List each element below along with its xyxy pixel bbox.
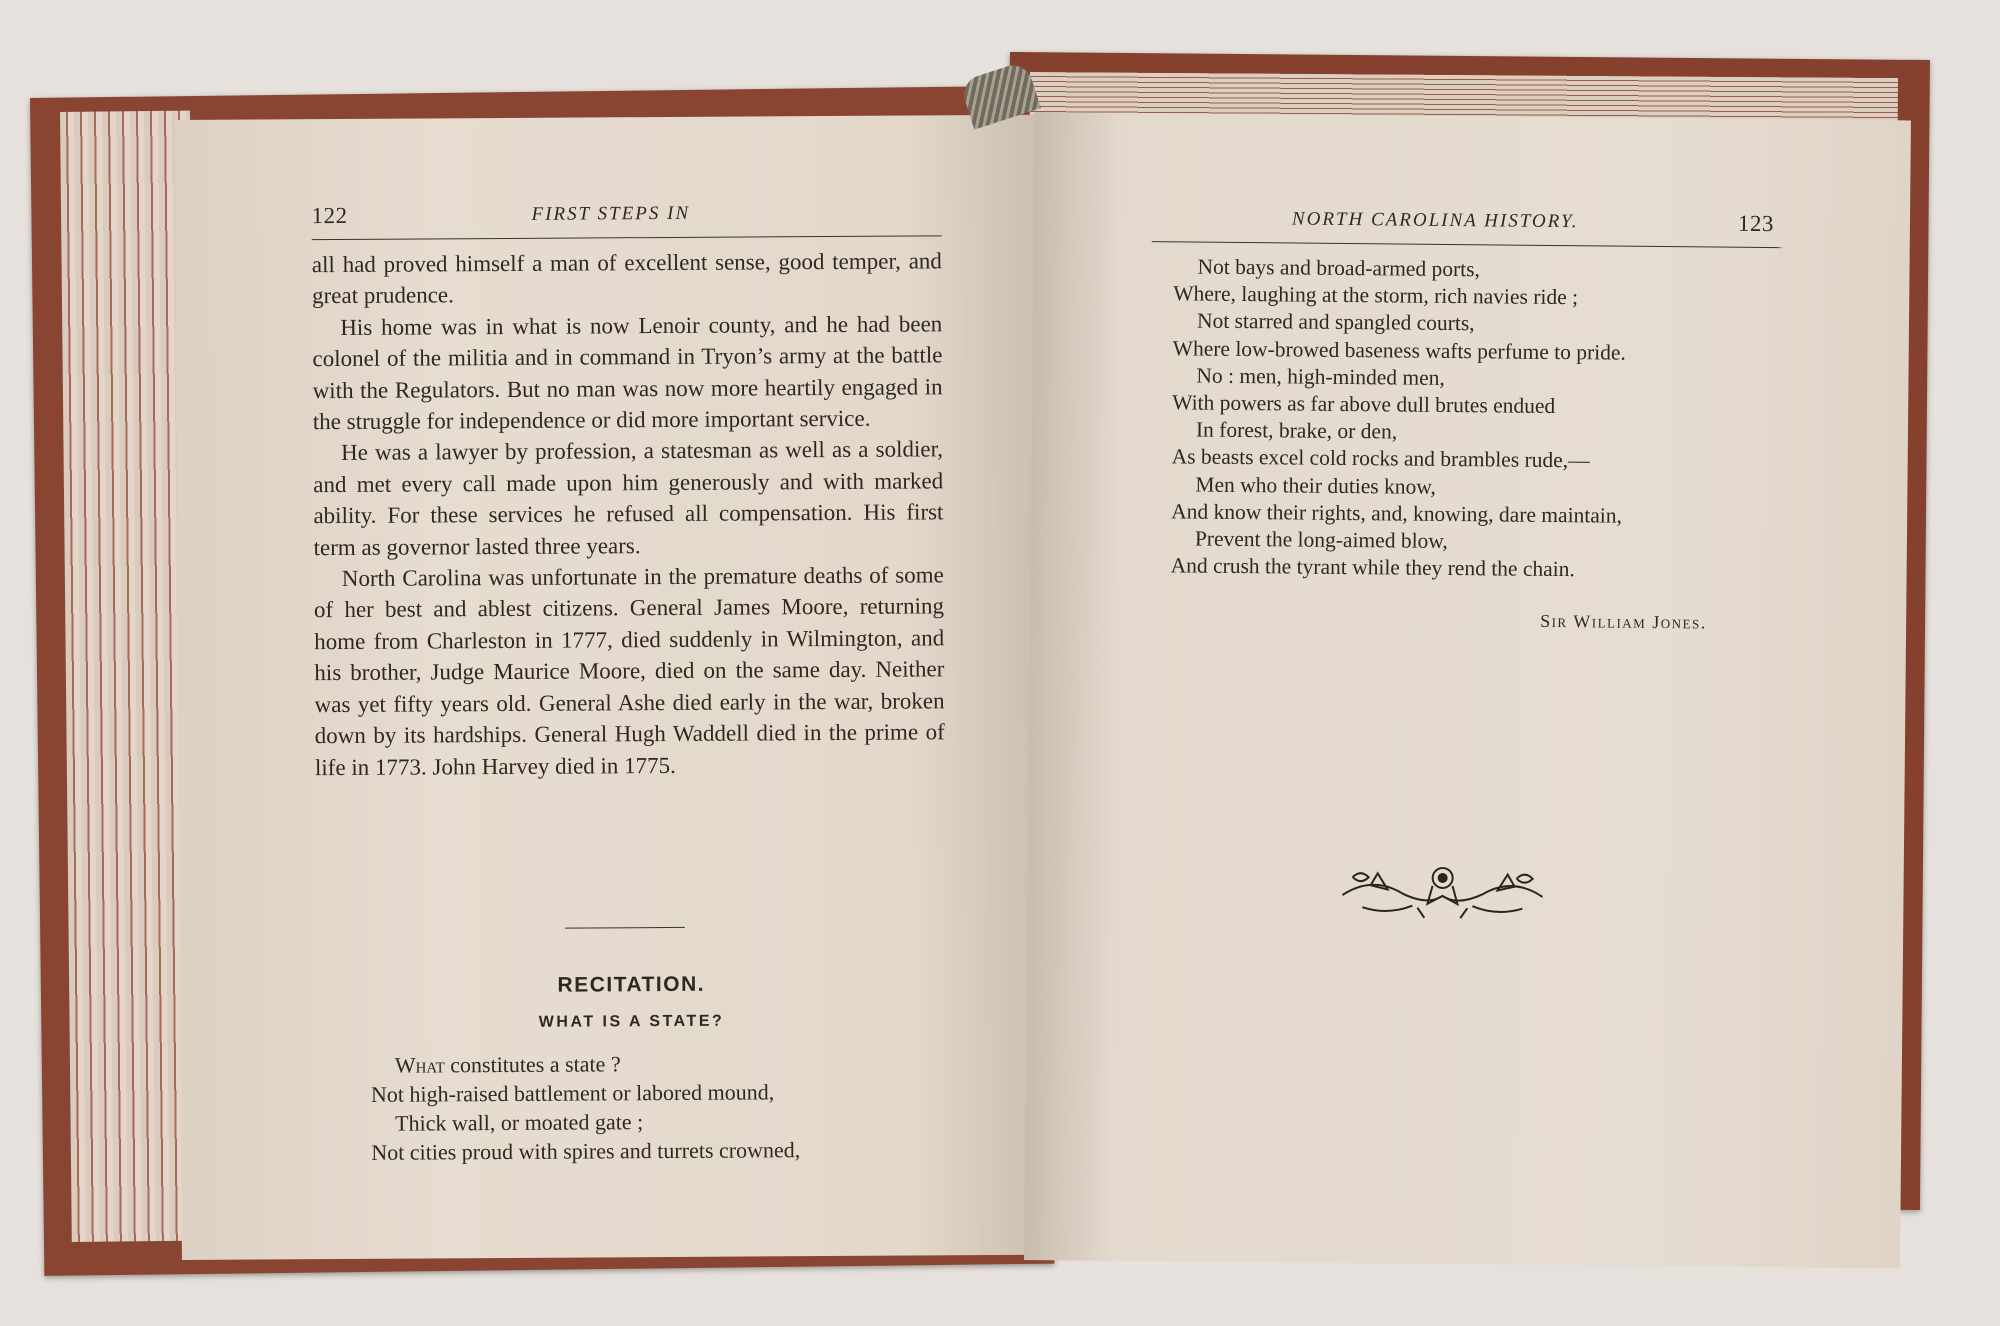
left-page bbox=[175, 115, 1042, 1260]
verse-line: Not starred and spangled courts, bbox=[1196, 308, 1475, 336]
page-number: 123 bbox=[1737, 210, 1775, 237]
verse-line: Thick wall, or moated gate ; bbox=[395, 1109, 644, 1136]
page-number: 122 bbox=[311, 202, 348, 229]
poem-verse bbox=[1171, 253, 1627, 584]
verse-first-word: What bbox=[394, 1052, 445, 1078]
floral-ornament-icon bbox=[1332, 855, 1553, 927]
recitation-subtitle: WHAT IS A STATE? bbox=[538, 1012, 725, 1031]
paragraph: He was a lawyer by profession, a statesman as well as a soldier, and met every call made upon him generously and with marked ability. For these services he refused all compensation. His first term as governor lasted three years. bbox=[313, 436, 944, 560]
verse-line: Where, laughing at the storm, rich navies ride ; bbox=[1173, 281, 1579, 310]
verse-line: Where low-browed baseness wafts perfume to pride. bbox=[1172, 335, 1626, 365]
verse-line: Men who their duties know, bbox=[1195, 472, 1436, 499]
running-head: FIRST STEPS IN bbox=[531, 202, 691, 225]
section-divider bbox=[565, 927, 685, 929]
paragraph: North Carolina was unfortunate in the premature deaths of some of her best and ablest citizens. General James Moore, returning home from Charleston in 1777, died suddenly in Wilmington, and his brother, Judge Maurice Moore, died on the same day. Neither was yet fifty years old. General Ashe died early in the war, broken down by its hardships. General Hugh Waddell died in the prime of life in 1773. John Harvey died in 1775. bbox=[313, 562, 945, 780]
header-rule bbox=[312, 235, 942, 240]
verse-line: Not bays and broad-armed ports, bbox=[1197, 254, 1481, 282]
verse-line: Not high-raised battlement or labored mound, bbox=[370, 1079, 775, 1107]
body-text bbox=[312, 245, 945, 783]
running-head: NORTH CAROLINA HISTORY. bbox=[1291, 208, 1579, 233]
verse-line: Prevent the long-aimed blow, bbox=[1194, 526, 1448, 554]
verse-line: And know their rights, and, knowing, dare maintain, bbox=[1171, 499, 1623, 528]
paragraph: all had proved himself a man of excellent sense, good temper, and great prudence. bbox=[311, 248, 942, 309]
poem-verse bbox=[371, 1048, 801, 1167]
header-rule bbox=[1152, 241, 1782, 248]
paragraph: His home was in what is now Lenoir county, and he had been colonel of the militia and in command in Tryon’s army at the battle with the Regulators. But no man was now more heartily engaged in the struggle for independence or did more important service. bbox=[312, 311, 943, 435]
recitation-title: RECITATION. bbox=[557, 972, 706, 997]
right-page bbox=[1024, 112, 1911, 1268]
verse-line: And crush the tyrant while they rend the chain. bbox=[1170, 553, 1575, 582]
verse-line: No : men, high-minded men, bbox=[1196, 363, 1445, 390]
verse-line: What constitutes a state ? bbox=[394, 1051, 621, 1078]
verse-line: With powers as far above dull brutes endued bbox=[1172, 390, 1556, 419]
verse-line: As beasts excel cold rocks and brambles rude,— bbox=[1171, 444, 1590, 473]
verse-line: Not cities proud with spires and turrets crowned, bbox=[371, 1137, 801, 1165]
verse-line: In forest, brake, or den, bbox=[1195, 417, 1398, 444]
poem-attribution: Sir William Jones. bbox=[1540, 610, 1707, 633]
